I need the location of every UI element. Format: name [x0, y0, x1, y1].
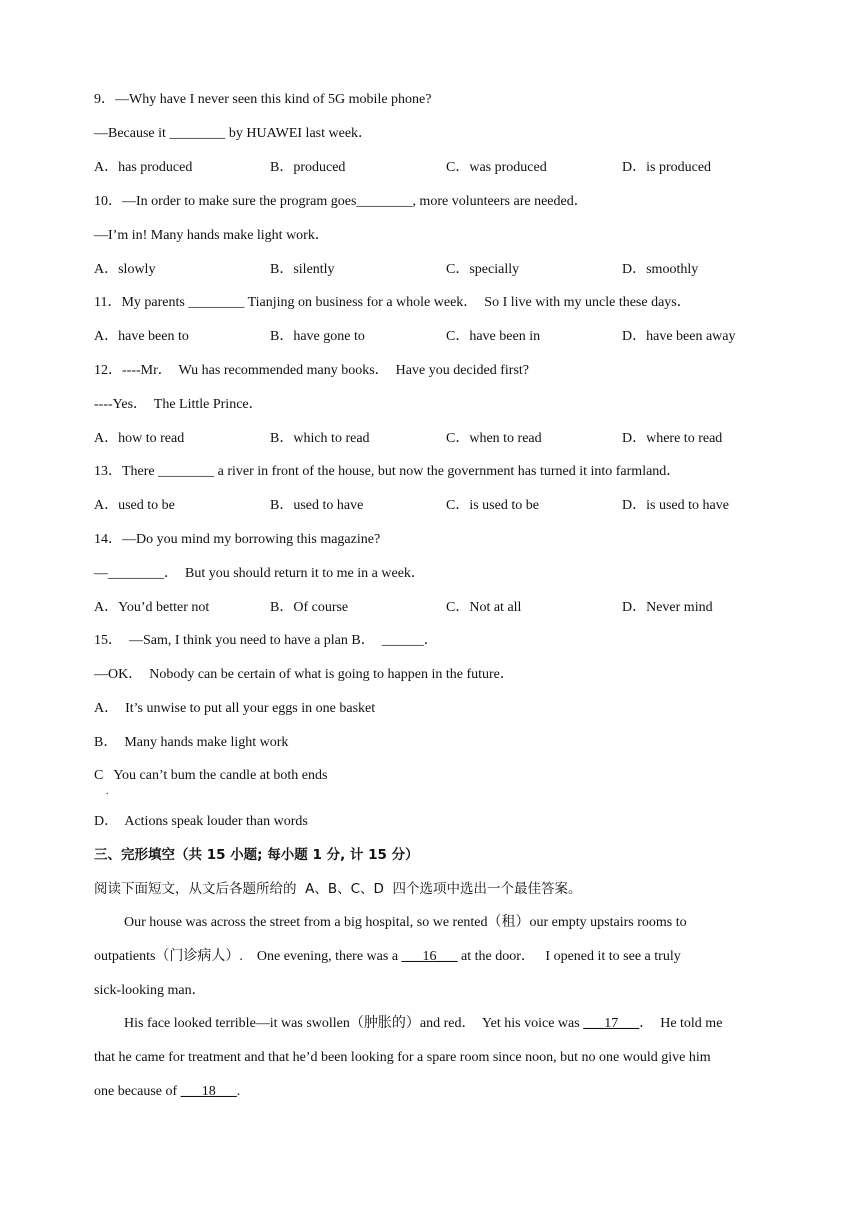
passage-line	[94, 1083, 240, 1101]
q12-stem: 12．----Mr． Wu has recommended many books． Have you decided first?	[94, 363, 530, 378]
q14-stem-reply: —________． But you should return it to me in a week．	[94, 566, 425, 581]
blank-18: ___18___	[180, 1084, 237, 1099]
q9-option-d: D．is produced	[622, 160, 712, 175]
q10-stem-reply: —I’m in! Many hands make light work．	[94, 228, 329, 243]
q9-stem-reply: —Because it ________ by HUAWEI last week．	[94, 126, 373, 141]
q13-option-d: D．is used to have	[622, 498, 729, 513]
q15-option-d: D． Actions speak louder than words	[94, 814, 308, 829]
q10-option-a: A．slowly	[94, 262, 156, 277]
q12-stem-reply: ----Yes． The Little Prince．	[94, 397, 263, 412]
q10-option-b: B．silently	[270, 262, 335, 277]
passage-text: ． He told me	[639, 1016, 723, 1031]
q10-option-d: D．smoothly	[622, 262, 699, 277]
q14-option-a: A．You’d better not	[94, 600, 210, 615]
q9-option-c: C．was produced	[446, 160, 547, 175]
q13-option-b: B．used to have	[270, 498, 364, 513]
passage-line: that he came for treatment and that he’d been looking for a spare room since noon, but no one would give him	[94, 1050, 711, 1065]
q9-option-b: B．produced	[270, 160, 346, 175]
q15-option-c: C You can’t bum the candle at both ends	[94, 768, 328, 783]
q13-stem: 13．There ________ a river in front of the house, but now the government has turned it into farmland．	[94, 464, 681, 479]
q14-option-c: C．Not at all	[446, 600, 522, 615]
q12-option-a: A．how to read	[94, 431, 185, 446]
passage-line	[124, 1015, 722, 1033]
q11-stem: 11．My parents ________ Tianjing on business for a whole week． So I live with my uncle these days．	[94, 295, 691, 310]
passage-line	[94, 948, 681, 966]
q15-stem-reply: —OK． Nobody can be certain of what is going to happen in the future．	[94, 667, 514, 682]
passage-text: at the door． I opened it to see a truly	[457, 949, 681, 964]
q15-option-b: B． Many hands make light work	[94, 735, 289, 750]
blank-16: ___16___	[401, 949, 458, 964]
q14-stem: 14．—Do you mind my borrowing this magazine?	[94, 532, 381, 547]
q14-option-d: D．Never mind	[622, 600, 713, 615]
q15-option-a: A． It’s unwise to put all your eggs in one basket	[94, 701, 376, 716]
passage-text: His face looked terrible—it was swollen（肿胀的）and red． Yet his voice was	[124, 1016, 584, 1031]
q11-option-d: D．have been away	[622, 329, 736, 344]
passage-text: .	[236, 1084, 241, 1099]
passage-text: one because of	[94, 1084, 181, 1099]
section-heading: 三、完形填空（共 15 小题; 每小题 1 分, 计 15 分）	[94, 847, 419, 863]
section-instruction: 阅读下面短文，从文后各题所给的 A、B、C、D 四个选项中选出一个最佳答案。	[94, 881, 582, 897]
q15-stem: 15． —Sam, I think you need to have a plan B． ______．	[94, 633, 438, 648]
q10-stem: 10．—In order to make sure the program goes________, more volunteers are needed．	[94, 194, 588, 209]
q11-option-b: B．have gone to	[270, 329, 365, 344]
q13-option-c: C．is used to be	[446, 498, 539, 513]
q10-option-c: C．specially	[446, 262, 520, 277]
q11-option-a: A．have been to	[94, 329, 189, 344]
blank-17: ___17___	[583, 1016, 640, 1031]
q9-option-a: A．has produced	[94, 160, 193, 175]
q15-option-c-dot: .	[106, 786, 109, 797]
passage-line: Our house was across the street from a big hospital, so we rented（租）our empty upstairs rooms to	[124, 915, 687, 930]
passage-text: outpatients（门诊病人）. One evening, there was a	[94, 949, 402, 964]
q11-option-c: C．have been in	[446, 329, 541, 344]
q12-option-c: C．when to read	[446, 431, 542, 446]
q14-option-b: B．Of course	[270, 600, 349, 615]
q13-option-a: A．used to be	[94, 498, 175, 513]
q12-option-d: D．where to read	[622, 431, 723, 446]
q9-stem: 9．—Why have I never seen this kind of 5G mobile phone?	[94, 92, 432, 107]
passage-line: sick-looking man．	[94, 983, 206, 998]
q12-option-b: B．which to read	[270, 431, 370, 446]
